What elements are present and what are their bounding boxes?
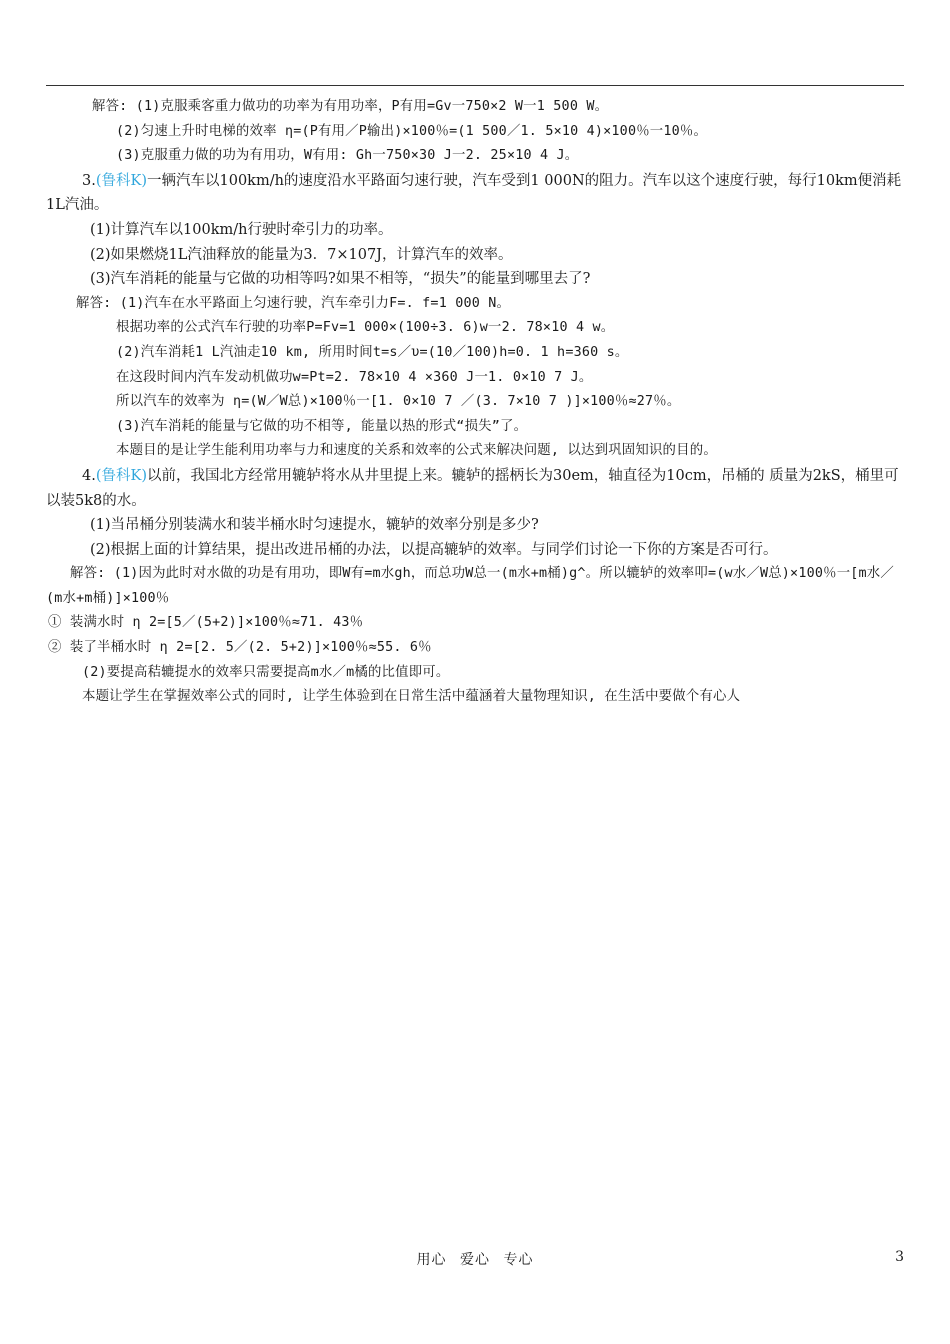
source-tag: (鲁科K) xyxy=(95,467,147,484)
header-rule xyxy=(46,85,904,86)
answer-line: (2)汽车消耗1 L汽油走10 km, 所用时间t=s／υ=(10／100)h=0. 1 h=360 s。 xyxy=(116,344,629,360)
answer-line: (3)汽车消耗的能量与它做的功不相等, 能量以热的形式“损失”了。 xyxy=(116,418,528,434)
sub-question: (1)计算汽车以100km/h行驶时牵引力的功率。 xyxy=(90,221,393,238)
answer-note: 本题目的是让学生能利用功率与力和速度的关系和效率的公式来解决问题, 以达到巩固知识的目的。 xyxy=(116,443,717,459)
answer-line: 解答: (1)克服乘客重力做功的功率为有用功率，P有用=Gv一750×2 W一1 500 W。 xyxy=(92,99,609,114)
answer-line: ① 装满水时 η 2=[5／(5+2)]×100％≈71. 43％ xyxy=(48,615,364,631)
question-number: 3. xyxy=(82,172,96,189)
document-body xyxy=(46,95,906,710)
question-text: 一辆汽车以100km/h的速度沿水平路面匀速行驶，汽车受到1 000N的阻力。汽车以这个速度行驶，每行10km便消耗1L汽油。 xyxy=(46,172,902,214)
sub-question: (2)如果燃烧1L汽油释放的能量为3．7×107J，计算汽车的效率。 xyxy=(90,246,513,263)
answer-line: ② 装了半桶水时 η 2=[2. 5／(2. 5+2)]×100％≈55. 6％ xyxy=(48,640,432,656)
answer-line: (3)克服重力做的功为有用功，W有用: Gh一750×30 J一2. 25×10 4 J。 xyxy=(116,148,579,164)
page-number: 3 xyxy=(895,1249,904,1265)
question-text: 以前，我国北方经常用辘轳将水从井里提上来。辘轳的摇柄长为30em，轴直径为10cm，吊桶的 质量为2kS，桶里可以装5k8的水。 xyxy=(46,467,899,509)
sub-question: (3)汽车消耗的能量与它做的功相等吗?如果不相等，“损失”的能量到哪里去了? xyxy=(90,271,591,288)
answer-line xyxy=(46,562,906,611)
answer-text: 解答: (1)因为此时对水做的功是有用功，即W有=m水gh，而总功W总一(m水+m桶)g^。所以辘轳的效率叩=(w水／W总)×100％一[m水／(m水+m桶)]×100％ xyxy=(46,566,894,606)
question-4 xyxy=(46,464,906,513)
answer-note: 本题让学生在掌握效率公式的同时, 让学生体验到在日常生活中蕴涵着大量物理知识, 在生活中要做个有心人 xyxy=(82,689,741,705)
answer-line: 解答: (1)汽车在水平路面上匀速行驶，汽车牵引力F=. f=1 000 N。 xyxy=(76,295,511,311)
sub-question: (1)当吊桶分别装满水和装半桶水时匀速提水，辘轳的效率分别是多少? xyxy=(90,517,539,534)
footer-motto: 用心 爱心 专心 xyxy=(416,1252,534,1268)
answer-line: 在这段时间内汽车发动机做功w=Pt=2. 78×10 4 ×360 J一1. 0×10 7 J。 xyxy=(116,369,593,385)
answer-line: (2)要提高秸辘提水的效率只需要提高m水／m橘的比值即可。 xyxy=(82,664,450,680)
answer-line: 根据功率的公式汽车行驶的功率P=Fv=1 000×(100÷3. 6)w一2. 78×10 4 w。 xyxy=(116,320,615,336)
answer-line: 所以汽车的效率为 η=(W／W总)×100％一[1. 0×10 7 ／(3. 7×10 7 )]×100％≈27％。 xyxy=(116,394,681,410)
source-tag: (鲁科K) xyxy=(95,172,147,189)
answer-line: (2)匀速上升时电梯的效率 η=(P有用／P输出)×100％=(1 500／1. 5×10 4)×100％一10％。 xyxy=(116,123,708,139)
sub-question: (2)根据上面的计算结果，提出改进吊桶的办法，以提高辘轳的效率。与同学们讨论一下你的方案是否可行。 xyxy=(90,541,778,558)
question-number: 4. xyxy=(82,467,96,484)
question-3 xyxy=(46,169,906,218)
